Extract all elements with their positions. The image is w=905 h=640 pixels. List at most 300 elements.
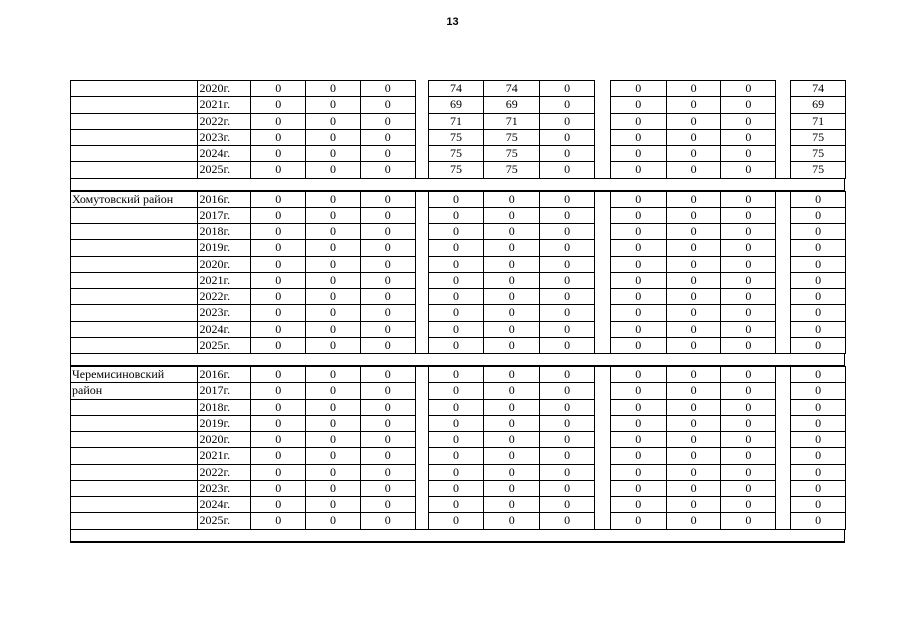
table-row xyxy=(70,80,845,96)
value-cell: 0 xyxy=(483,321,540,338)
value-cell: 0 xyxy=(305,447,361,464)
region-cell xyxy=(70,304,198,321)
table-row xyxy=(70,96,845,112)
year-cell: 2018г. xyxy=(197,399,252,416)
value-cell: 0 xyxy=(720,480,776,497)
value-cell: 0 xyxy=(666,447,722,464)
value-cell: 0 xyxy=(610,239,667,256)
table-row xyxy=(70,480,845,496)
value-cell: 0 xyxy=(666,366,722,383)
value-cell: 0 xyxy=(790,337,846,354)
year-cell: 2019г. xyxy=(197,239,252,256)
value-cell: 0 xyxy=(360,382,416,399)
table-row xyxy=(70,415,845,431)
region-cell xyxy=(70,288,198,305)
value-cell: 0 xyxy=(666,480,722,497)
value-cell: 0 xyxy=(428,272,485,289)
value-cell: 0 xyxy=(360,480,416,497)
value-cell: 0 xyxy=(610,366,667,383)
year-cell: 2022г. xyxy=(197,464,252,481)
value-cell: 0 xyxy=(250,80,306,97)
year-cell: 2019г. xyxy=(197,415,252,432)
table-row xyxy=(70,512,845,528)
value-cell: 0 xyxy=(610,288,667,305)
value-cell: 0 xyxy=(250,382,306,399)
value-cell: 0 xyxy=(720,304,776,321)
year-cell: 2016г. xyxy=(197,366,252,383)
value-cell: 0 xyxy=(250,256,306,273)
year-cell: 2023г. xyxy=(197,304,252,321)
block-separator xyxy=(70,178,845,192)
value-cell: 74 xyxy=(790,80,846,97)
spacer-cell xyxy=(594,191,611,208)
value-cell: 0 xyxy=(720,223,776,240)
spacer-cell xyxy=(415,366,429,383)
value-cell: 0 xyxy=(250,496,306,513)
value-cell: 0 xyxy=(483,447,540,464)
value-cell: 0 xyxy=(360,415,416,432)
value-cell: 0 xyxy=(305,145,361,162)
value-cell: 0 xyxy=(305,288,361,305)
spacer-cell xyxy=(415,447,429,464)
value-cell: 0 xyxy=(720,256,776,273)
value-cell: 0 xyxy=(539,129,595,146)
value-cell: 0 xyxy=(360,129,416,146)
value-cell: 0 xyxy=(790,272,846,289)
value-cell: 75 xyxy=(790,161,846,178)
value-cell: 0 xyxy=(428,366,485,383)
region-cell xyxy=(70,223,198,240)
spacer-cell xyxy=(775,382,791,399)
value-cell: 0 xyxy=(790,288,846,305)
value-cell: 0 xyxy=(428,207,485,224)
value-cell: 0 xyxy=(610,96,667,113)
table-row xyxy=(70,272,845,288)
value-cell: 0 xyxy=(360,337,416,354)
spacer-cell xyxy=(594,512,611,529)
year-cell: 2023г. xyxy=(197,129,252,146)
value-cell: 0 xyxy=(305,366,361,383)
value-cell: 0 xyxy=(360,366,416,383)
table-row xyxy=(70,464,845,480)
region-block xyxy=(70,191,845,354)
value-cell: 0 xyxy=(666,113,722,130)
value-cell: 0 xyxy=(250,431,306,448)
value-cell: 0 xyxy=(360,113,416,130)
value-cell: 0 xyxy=(720,321,776,338)
spacer-cell xyxy=(415,96,429,113)
value-cell: 0 xyxy=(539,382,595,399)
value-cell: 0 xyxy=(360,256,416,273)
value-cell: 0 xyxy=(666,512,722,529)
value-cell: 0 xyxy=(720,496,776,513)
table-row xyxy=(70,431,845,447)
value-cell: 0 xyxy=(428,447,485,464)
year-cell: 2020г. xyxy=(197,431,252,448)
spacer-cell xyxy=(775,415,791,432)
value-cell: 0 xyxy=(720,96,776,113)
value-cell: 0 xyxy=(790,223,846,240)
region-cell xyxy=(70,145,198,162)
value-cell: 69 xyxy=(790,96,846,113)
value-cell: 0 xyxy=(720,191,776,208)
spacer-cell xyxy=(775,256,791,273)
spacer-cell xyxy=(775,512,791,529)
spacer-cell xyxy=(594,161,611,178)
spacer-cell xyxy=(775,464,791,481)
spacer-cell xyxy=(775,191,791,208)
value-cell: 0 xyxy=(250,304,306,321)
spacer-cell xyxy=(415,415,429,432)
spacer-cell xyxy=(594,447,611,464)
value-cell: 0 xyxy=(539,223,595,240)
year-cell: 2018г. xyxy=(197,223,252,240)
value-cell: 0 xyxy=(483,480,540,497)
table-row xyxy=(70,321,845,337)
value-cell: 69 xyxy=(483,96,540,113)
block-separator xyxy=(70,353,845,367)
value-cell: 0 xyxy=(610,512,667,529)
value-cell: 0 xyxy=(483,512,540,529)
value-cell: 0 xyxy=(610,399,667,416)
value-cell: 0 xyxy=(539,496,595,513)
value-cell: 0 xyxy=(790,382,846,399)
region-name: Хомутовский район xyxy=(72,191,174,206)
value-cell: 0 xyxy=(360,145,416,162)
spacer-cell xyxy=(775,223,791,240)
spacer-cell xyxy=(594,496,611,513)
value-cell: 0 xyxy=(610,496,667,513)
value-cell: 0 xyxy=(720,415,776,432)
value-cell: 0 xyxy=(483,496,540,513)
value-cell: 0 xyxy=(610,415,667,432)
region-cell xyxy=(70,496,198,513)
spacer-cell xyxy=(775,288,791,305)
table-row xyxy=(70,337,845,353)
spacer-cell xyxy=(415,480,429,497)
spacer-cell xyxy=(775,113,791,130)
value-cell: 0 xyxy=(610,480,667,497)
value-cell: 0 xyxy=(250,447,306,464)
value-cell: 0 xyxy=(790,191,846,208)
value-cell: 0 xyxy=(720,366,776,383)
value-cell: 0 xyxy=(483,431,540,448)
spacer-cell xyxy=(594,464,611,481)
value-cell: 0 xyxy=(720,512,776,529)
year-cell: 2025г. xyxy=(197,161,252,178)
value-cell: 0 xyxy=(305,207,361,224)
year-cell: 2023г. xyxy=(197,480,252,497)
value-cell: 0 xyxy=(428,382,485,399)
spacer-cell xyxy=(594,223,611,240)
page-number: 13 xyxy=(446,16,459,28)
value-cell: 0 xyxy=(483,399,540,416)
value-cell: 0 xyxy=(360,304,416,321)
year-cell: 2021г. xyxy=(197,96,252,113)
spacer-cell xyxy=(594,239,611,256)
value-cell: 0 xyxy=(250,288,306,305)
value-cell: 75 xyxy=(483,161,540,178)
spacer-cell xyxy=(594,288,611,305)
spacer-cell xyxy=(594,415,611,432)
spacer-cell xyxy=(594,366,611,383)
value-cell: 0 xyxy=(790,431,846,448)
value-cell: 0 xyxy=(666,239,722,256)
value-cell: 0 xyxy=(610,431,667,448)
data-table xyxy=(70,80,845,542)
value-cell: 0 xyxy=(790,239,846,256)
value-cell: 0 xyxy=(483,366,540,383)
value-cell: 0 xyxy=(666,399,722,416)
value-cell: 0 xyxy=(483,464,540,481)
spacer-cell xyxy=(415,239,429,256)
spacer-cell xyxy=(594,382,611,399)
value-cell: 0 xyxy=(790,304,846,321)
region-cell xyxy=(70,256,198,273)
value-cell: 0 xyxy=(720,239,776,256)
spacer-cell xyxy=(775,145,791,162)
spacer-cell xyxy=(415,496,429,513)
value-cell: 0 xyxy=(250,415,306,432)
value-cell: 75 xyxy=(790,145,846,162)
value-cell: 0 xyxy=(360,288,416,305)
table-row xyxy=(70,145,845,161)
year-cell: 2017г. xyxy=(197,382,252,399)
value-cell: 0 xyxy=(360,207,416,224)
value-cell: 0 xyxy=(305,464,361,481)
spacer-cell xyxy=(415,272,429,289)
value-cell: 0 xyxy=(720,337,776,354)
year-cell: 2025г. xyxy=(197,512,252,529)
spacer-cell xyxy=(594,256,611,273)
year-cell: 2024г. xyxy=(197,496,252,513)
spacer-cell xyxy=(415,223,429,240)
value-cell: 0 xyxy=(428,191,485,208)
value-cell: 0 xyxy=(610,223,667,240)
spacer-cell xyxy=(594,80,611,97)
value-cell: 0 xyxy=(666,145,722,162)
value-cell: 0 xyxy=(720,447,776,464)
value-cell: 0 xyxy=(610,337,667,354)
value-cell: 75 xyxy=(428,161,485,178)
value-cell: 0 xyxy=(305,399,361,416)
spacer-cell xyxy=(415,256,429,273)
spacer-cell xyxy=(775,239,791,256)
table-row xyxy=(70,447,845,463)
value-cell: 0 xyxy=(428,464,485,481)
value-cell: 0 xyxy=(666,496,722,513)
value-cell: 0 xyxy=(250,129,306,146)
region-cell xyxy=(70,480,198,497)
value-cell: 0 xyxy=(666,129,722,146)
value-cell: 0 xyxy=(610,207,667,224)
spacer-cell xyxy=(415,145,429,162)
region-cell xyxy=(70,161,198,178)
value-cell: 71 xyxy=(790,113,846,130)
spacer-cell xyxy=(594,113,611,130)
spacer-cell xyxy=(415,337,429,354)
value-cell: 0 xyxy=(360,321,416,338)
value-cell: 0 xyxy=(539,399,595,416)
spacer-cell xyxy=(775,337,791,354)
region-cell xyxy=(70,415,198,432)
spacer-cell xyxy=(775,366,791,383)
value-cell: 0 xyxy=(250,207,306,224)
region-cell xyxy=(70,239,198,256)
value-cell: 0 xyxy=(305,321,361,338)
spacer-cell xyxy=(415,464,429,481)
region-name: Черемисиновский район xyxy=(72,367,165,397)
value-cell: 75 xyxy=(428,145,485,162)
region-cell xyxy=(70,113,198,130)
value-cell: 0 xyxy=(610,256,667,273)
value-cell: 0 xyxy=(360,80,416,97)
value-cell: 0 xyxy=(790,256,846,273)
value-cell: 0 xyxy=(483,256,540,273)
value-cell: 75 xyxy=(428,129,485,146)
value-cell: 0 xyxy=(428,337,485,354)
value-cell: 0 xyxy=(790,464,846,481)
value-cell: 0 xyxy=(428,399,485,416)
value-cell: 0 xyxy=(539,447,595,464)
value-cell: 0 xyxy=(360,447,416,464)
region-cell xyxy=(70,129,198,146)
region-cell xyxy=(70,399,198,416)
spacer-cell xyxy=(594,304,611,321)
value-cell: 0 xyxy=(360,223,416,240)
value-cell: 0 xyxy=(250,399,306,416)
value-cell: 0 xyxy=(790,512,846,529)
value-cell: 0 xyxy=(666,161,722,178)
spacer-cell xyxy=(594,321,611,338)
value-cell: 0 xyxy=(720,288,776,305)
spacer-cell xyxy=(415,161,429,178)
value-cell: 0 xyxy=(360,96,416,113)
value-cell: 0 xyxy=(539,191,595,208)
value-cell: 0 xyxy=(666,96,722,113)
spacer-cell xyxy=(415,512,429,529)
year-cell: 2024г. xyxy=(197,145,252,162)
spacer-cell xyxy=(775,80,791,97)
value-cell: 0 xyxy=(539,239,595,256)
value-cell: 0 xyxy=(610,447,667,464)
value-cell: 0 xyxy=(610,145,667,162)
value-cell: 0 xyxy=(428,431,485,448)
value-cell: 0 xyxy=(428,496,485,513)
value-cell: 0 xyxy=(539,113,595,130)
value-cell: 0 xyxy=(790,207,846,224)
value-cell: 0 xyxy=(610,191,667,208)
value-cell: 0 xyxy=(483,382,540,399)
value-cell: 0 xyxy=(428,304,485,321)
value-cell: 0 xyxy=(539,96,595,113)
value-cell: 0 xyxy=(305,239,361,256)
spacer-cell xyxy=(415,207,429,224)
year-cell: 2021г. xyxy=(197,272,252,289)
table-row xyxy=(70,304,845,320)
value-cell: 0 xyxy=(666,304,722,321)
table-row xyxy=(70,161,845,177)
value-cell: 0 xyxy=(610,161,667,178)
value-cell: 0 xyxy=(790,366,846,383)
region-cell xyxy=(70,96,198,113)
region-cell xyxy=(70,337,198,354)
value-cell: 0 xyxy=(483,415,540,432)
value-cell: 0 xyxy=(610,304,667,321)
year-cell: 2017г. xyxy=(197,207,252,224)
value-cell: 0 xyxy=(483,207,540,224)
value-cell: 0 xyxy=(720,80,776,97)
value-cell: 0 xyxy=(250,512,306,529)
spacer-cell xyxy=(594,207,611,224)
year-cell: 2025г. xyxy=(197,337,252,354)
value-cell: 0 xyxy=(250,145,306,162)
value-cell: 0 xyxy=(539,415,595,432)
value-cell: 0 xyxy=(720,464,776,481)
spacer-cell xyxy=(594,337,611,354)
value-cell: 0 xyxy=(250,480,306,497)
value-cell: 0 xyxy=(720,129,776,146)
spacer-cell xyxy=(415,382,429,399)
value-cell: 0 xyxy=(360,239,416,256)
value-cell: 0 xyxy=(539,304,595,321)
value-cell: 0 xyxy=(305,113,361,130)
value-cell: 0 xyxy=(539,256,595,273)
value-cell: 0 xyxy=(428,256,485,273)
region-cell xyxy=(70,207,198,224)
value-cell: 0 xyxy=(666,272,722,289)
value-cell: 0 xyxy=(250,366,306,383)
value-cell: 0 xyxy=(360,512,416,529)
table-row xyxy=(70,113,845,129)
value-cell: 0 xyxy=(305,96,361,113)
value-cell: 0 xyxy=(305,431,361,448)
region-block xyxy=(70,80,845,178)
value-cell: 0 xyxy=(720,399,776,416)
value-cell: 0 xyxy=(483,337,540,354)
value-cell: 0 xyxy=(720,382,776,399)
value-cell: 0 xyxy=(790,399,846,416)
value-cell: 0 xyxy=(610,80,667,97)
value-cell: 0 xyxy=(539,272,595,289)
region-cell xyxy=(70,431,198,448)
spacer-cell xyxy=(775,96,791,113)
value-cell: 0 xyxy=(250,337,306,354)
value-cell: 0 xyxy=(305,337,361,354)
value-cell: 0 xyxy=(610,129,667,146)
value-cell: 0 xyxy=(305,512,361,529)
value-cell: 0 xyxy=(250,96,306,113)
year-cell: 2021г. xyxy=(197,447,252,464)
value-cell: 0 xyxy=(790,496,846,513)
value-cell: 0 xyxy=(483,223,540,240)
value-cell: 0 xyxy=(666,321,722,338)
value-cell: 0 xyxy=(250,464,306,481)
spacer-cell xyxy=(775,304,791,321)
region-cell xyxy=(70,447,198,464)
value-cell: 0 xyxy=(666,337,722,354)
value-cell: 0 xyxy=(483,272,540,289)
value-cell: 0 xyxy=(790,321,846,338)
value-cell: 0 xyxy=(666,382,722,399)
table-row xyxy=(70,223,845,239)
value-cell: 0 xyxy=(483,288,540,305)
value-cell: 0 xyxy=(250,321,306,338)
spacer-cell xyxy=(415,129,429,146)
value-cell: 0 xyxy=(250,113,306,130)
year-cell: 2020г. xyxy=(197,80,252,97)
table-row xyxy=(70,288,845,304)
